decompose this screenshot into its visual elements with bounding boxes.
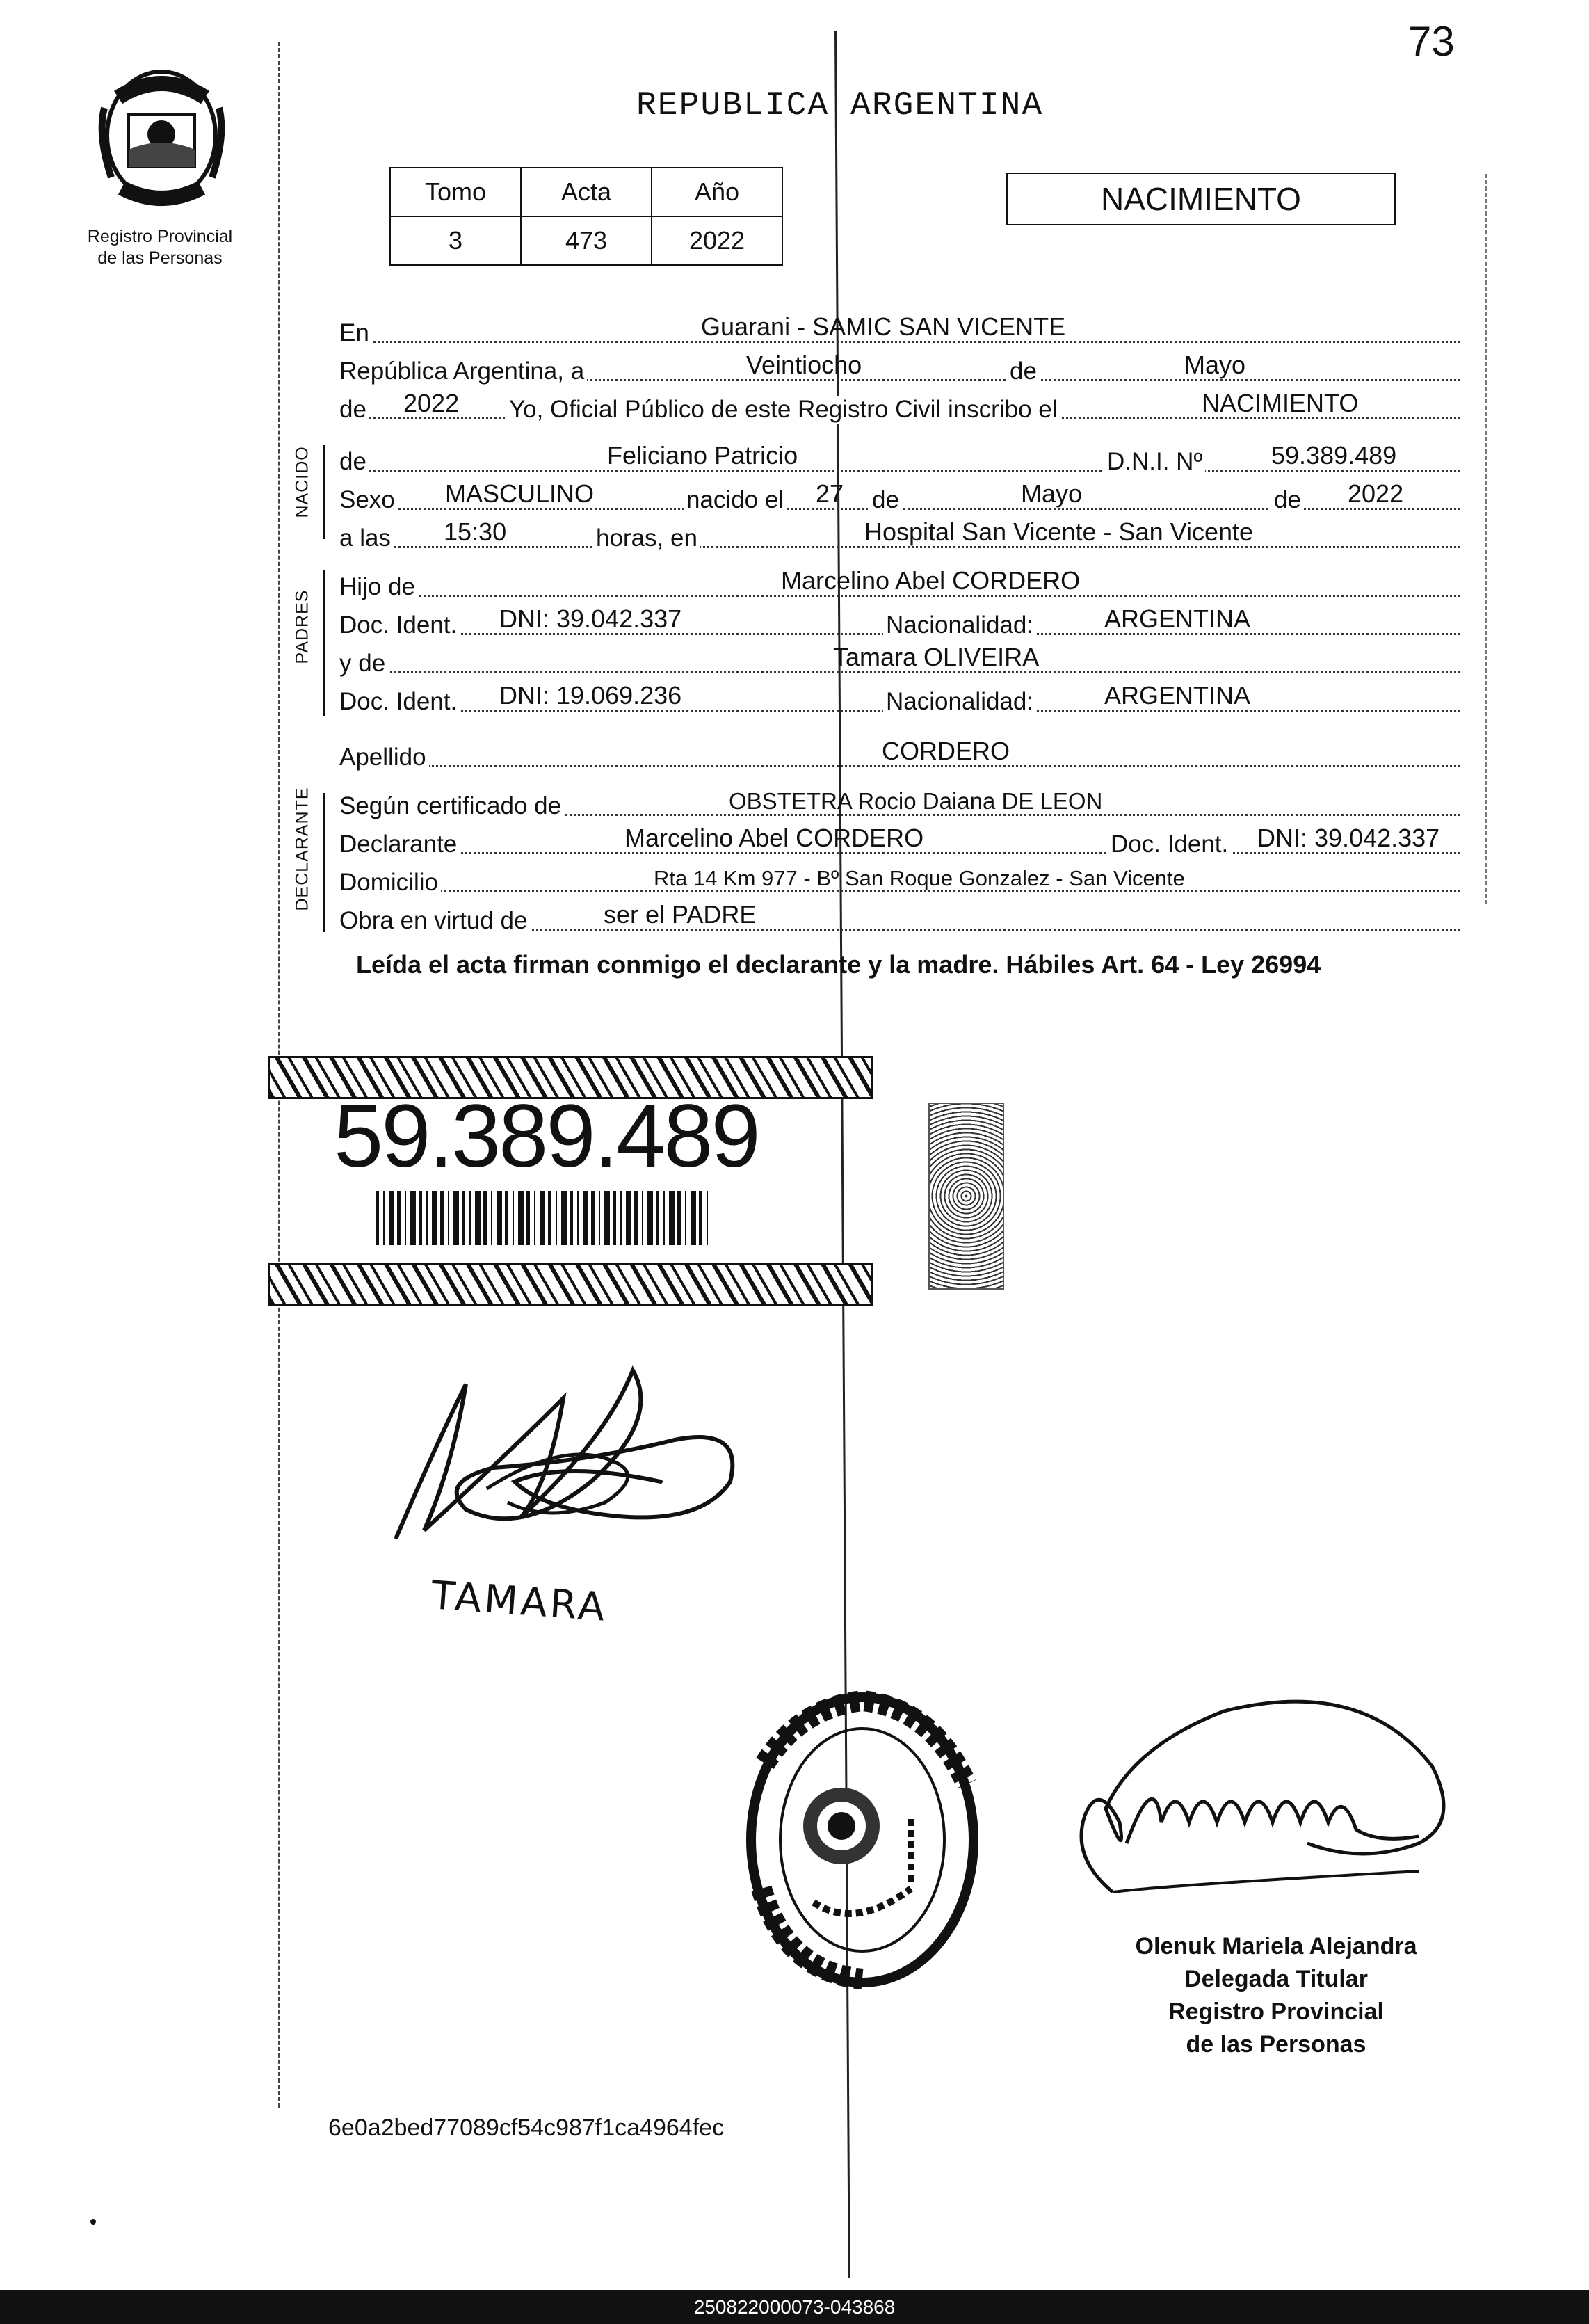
field-dni-value: 59.389.489 (1271, 441, 1397, 470)
field-name-value: Feliciano Patricio (607, 441, 798, 470)
field-mother-nat-value: ARGENTINA (1104, 681, 1251, 710)
scan-dot (90, 2219, 96, 2225)
field-mother-value: Tamara OLIVEIRA (833, 643, 1040, 671)
padres-section-bar (323, 570, 325, 716)
declarante-section-bar (323, 793, 325, 932)
field-birth-de-label: de (869, 486, 902, 514)
value-tomo: 3 (390, 216, 521, 265)
field-sex (339, 476, 1460, 518)
field-time-value: 15:30 (444, 518, 507, 546)
father-signature-icon (382, 1356, 772, 1551)
registry-caption-line2: de las Personas (97, 248, 223, 268)
field-month-label: de (1007, 358, 1040, 385)
field-dni-label: D.N.I. Nº (1104, 448, 1205, 476)
field-mother-label: y de (339, 650, 388, 678)
field-sex-value: MASCULINO (445, 479, 595, 508)
field-place-value: Hospital San Vicente - San Vicente (864, 518, 1254, 546)
document-title: REPUBLICA ARGENTINA (636, 87, 1044, 125)
record-table (389, 167, 783, 266)
field-declarant-doc-label: Doc. Ident. (1108, 831, 1231, 858)
field-en (339, 310, 1460, 351)
official-block (1106, 1930, 1446, 2061)
large-dni-number: 59.389.489 (334, 1087, 759, 1186)
field-en-value: Guarani - SAMIC SAN VICENTE (701, 312, 1066, 341)
field-certificate (339, 783, 1460, 824)
field-date-label: República Argentina, a (339, 358, 587, 385)
official-signature-icon (1029, 1683, 1460, 1913)
right-margin-marks (1485, 174, 1487, 904)
record-type-box: NACIMIENTO (1006, 173, 1396, 225)
field-mother-doc-label: Doc. Ident. (339, 688, 460, 716)
nacido-section-bar (323, 445, 325, 539)
field-capacity-label: Obra en virtud de (339, 907, 530, 935)
field-year-value: 2022 (403, 389, 460, 417)
official-role: Delegada Titular (1184, 1966, 1368, 1992)
field-born-label: nacido el (684, 486, 787, 514)
barcode-icon (376, 1191, 709, 1245)
field-name (339, 438, 1460, 480)
field-father-nat-value: ARGENTINA (1104, 604, 1251, 633)
field-certificate-value: OBSTETRA Rocio Daiana DE LEON (729, 788, 1103, 814)
registry-caption-line1: Registro Provincial (87, 227, 233, 246)
field-inscribe-value: NACIMIENTO (1202, 389, 1359, 417)
field-capacity-value: ser el PADRE (604, 900, 757, 929)
section-label-padres: PADRES (292, 589, 312, 664)
closing-statement: Leída el acta firman conmigo el declarante y la madre. Hábiles Art. 64 - Ley 26994 (356, 950, 1321, 979)
field-sex-label: Sexo (339, 486, 398, 514)
section-label-nacido: NACIDO (292, 446, 312, 518)
header-acta: Acta (521, 168, 652, 216)
field-month-value: Mayo (1184, 351, 1246, 379)
field-certificate-label: Según certificado de (339, 792, 564, 820)
field-date (339, 348, 1460, 390)
field-mother-nat-label: Nacionalidad: (883, 688, 1036, 716)
field-mother-doc (339, 678, 1460, 720)
field-mother (339, 640, 1460, 682)
field-surname (339, 734, 1460, 776)
record-table-header-row (390, 168, 782, 216)
field-address (339, 859, 1460, 901)
header-ano: Año (652, 168, 782, 216)
field-father-doc-label: Doc. Ident. (339, 611, 460, 639)
registry-caption (56, 226, 264, 269)
document-hash: 6e0a2bed77089cf54c987f1ca4964fec (328, 2115, 725, 2141)
field-father-doc-value: DNI: 39.042.337 (499, 604, 682, 633)
field-father (339, 563, 1460, 605)
section-label-declarante: DECLARANTE (292, 787, 312, 911)
field-father-doc (339, 602, 1460, 643)
field-address-value: Rta 14 Km 977 - Bº San Roque Gonzalez - San Vicente (654, 866, 1185, 890)
field-surname-value: CORDERO (882, 737, 1010, 765)
field-time (339, 515, 1460, 556)
official-name: Olenuk Mariela Alejandra (1135, 1933, 1417, 1960)
field-time-label: a las (339, 524, 394, 552)
page-number: 73 (1408, 18, 1455, 65)
field-mother-doc-value: DNI: 19.069.236 (499, 681, 682, 710)
mother-handwritten-name: TAMARA (430, 1573, 609, 1630)
record-table-value-row (390, 216, 782, 265)
footer-code: 250822000073-043868 (0, 2290, 1589, 2324)
field-declarant-label: Declarante (339, 831, 460, 858)
field-capacity (339, 897, 1460, 939)
field-inscribe-text: Yo, Oficial Público de este Registro Civil inscribo el (506, 396, 1060, 424)
field-father-label: Hijo de (339, 573, 418, 601)
field-birth-month: Mayo (1021, 479, 1083, 508)
field-address-label: Domicilio (339, 869, 441, 897)
security-band-bottom (268, 1263, 873, 1306)
field-birth-day: 27 (816, 479, 844, 508)
field-name-label: de (339, 448, 369, 476)
field-day-value: Veintiocho (746, 351, 862, 379)
field-birth-de2-label: de (1271, 486, 1304, 514)
field-declarant (339, 821, 1460, 863)
field-year (339, 386, 1460, 428)
field-en-label: En (339, 319, 372, 347)
field-declarant-doc-value: DNI: 39.042.337 (1257, 824, 1440, 852)
field-surname-label: Apellido (339, 744, 429, 771)
value-ano: 2022 (652, 216, 782, 265)
field-declarant-value: Marcelino Abel CORDERO (624, 824, 924, 852)
field-father-nat-label: Nacionalidad: (883, 611, 1036, 639)
official-registry-2: de las Personas (1186, 2031, 1366, 2058)
field-father-value: Marcelino Abel CORDERO (781, 566, 1081, 595)
hologram-icon (928, 1103, 1004, 1290)
field-place-label: horas, en (593, 524, 700, 552)
official-registry: Registro Provincial (1168, 1998, 1384, 2025)
province-emblem-icon (90, 66, 233, 216)
field-year-prefix: de (339, 396, 369, 424)
header-tomo: Tomo (390, 168, 521, 216)
value-acta: 473 (521, 216, 652, 265)
field-birth-year: 2022 (1348, 479, 1404, 508)
official-seal-icon (737, 1680, 987, 2000)
